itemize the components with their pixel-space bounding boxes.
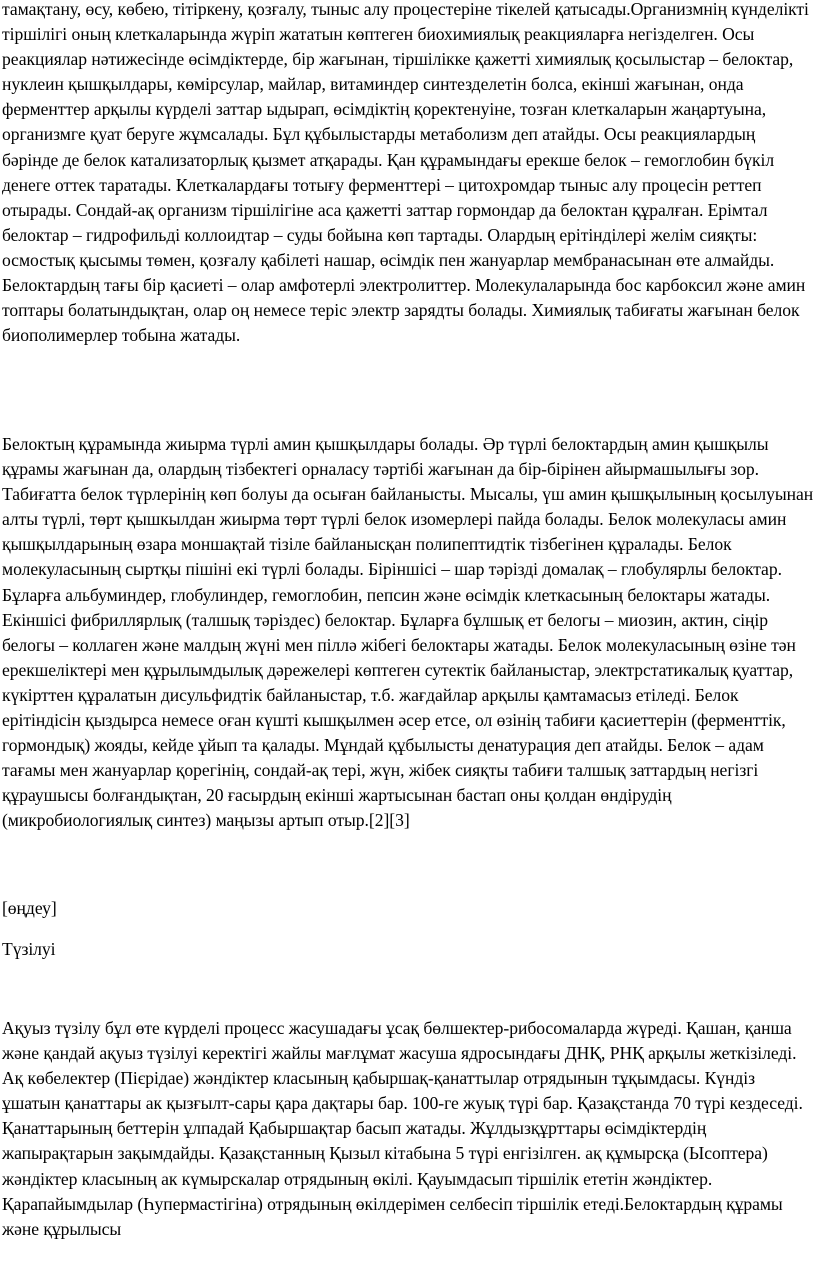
reference-2-link[interactable]: [2]	[368, 810, 390, 831]
paragraph-protein-synthesis: Ақуыз түзілу бұл өте күрделі процесс жасушадағы ұсақ бөлшектер-рибосомаларда жүреді. Қашан, қанша және қандай ақуыз түзілуі керектігі жайлы мағлұмат жасуша ядросындағы ДНҚ, РНҚ арқылы жеткізіледі. Ақ көбелектер (Пієрідае) жәндіктер класының қабыршақ-қанаттылар отрядынын тұқымдасы. Күндіз ұшатын қанаттары ак қызғылт-сары қара дақтары бар. 100-ге жуық түрі бар. Қазақстанда 70 түрі кездеседі. Қанаттарының беттерін ұлпадай Қабыршақтар басып жатады. Жұлдызқұрттары өсімдіктердің жапырақтарын зақымдайды. Қазақстанның Қызыл кітабына 5 түрі енгізілген. ақ құмырсқа (Ысоптера) жәндіктер класының ак күмырскалар отрядының өкілі. Қауымдасып тіршілік ететін жәндіктер. Қарапайымдылар (Һупермастігіна) отрядының өкілдерімен селбесіп тіршілік етеді.Белоктардың құрамы және құрылысы	[2, 1018, 803, 1239]
section-heading-structure: Түзілуі	[2, 939, 56, 959]
paragraph-amino-acids	[2, 432, 814, 834]
paragraph-amino-acids-text: Белоктың құрамында жиырма түрлі амин қышқылдары болады. Әр түрлі белоктардың амин қышқылы құрамы жағынан да, олардың тізбектегі орналасу тәртібі жағынан да бір-бірінен айырмашылығы зор. Табиғатта белок түрлерінің көп болуы да осыған байланысты. Мысалы, үш амин қышқылының қосылуынан алты түрлі, төрт қышкылдан жиырма төрт түрлі белок изомерлері пайда болады. Белок молекуласы амин қышқылдарының өзара моншақтай тізіле байланысқан полипептидтік тізбегінен құралады. Белок молекуласының сыртқы пішіні екі түрлі болады. Біріншісі – шар тәрізді домалақ – глобулярлы белоктар. Бұларға альбуминдер, глобулиндер, гемоглобин, пепсин және өсімдік клеткасының белоктары жатады. Екіншісі фибриллярлық (талшық тәріздес) белоктар. Бұларға бұлшық ет белогы – миозин, актин, сіңір белогы – коллаген және малдың жүні мен піллә жібегі белоктары жатады. Белок молекуласының өзіне тән ерекшеліктері мен құрылымдылық дәрежелері көптеген сутектік байланыстар, электрстатикалық қуаттар, күкірттен құралатын дисульфидтік байланыстар, т.б. жағдайлар арқылы қамтамасыз етіледі. Белок ерітіндісін қыздырса немесе оған күшті кышқылмен әсер етсе, ол өзінің табиғи қасиеттерін (ферменттік, гормондық) жояды, кейде ұйып та қалады. Мұндай құбылысты денатурация деп атайды. Белок – адам тағамы мен жануарлар қорегінің, сондай-ақ тері, жүн, жібек сияқты табиғи талшық заттардың негізгі құраушысы болғандықтан, 20 ғасырдың екінші жартысынан бастап оны қолдан өндірудің (микробиологиялық синтез) маңызы артып отыр.	[2, 434, 814, 831]
paragraph-metabolism: тамақтану, өсу, көбею, тітіркену, қозғалу, тыныс алу процестеріне тікелей қатысады.Организмнің күнделікті тіршілігі оның клеткаларында жүріп жататын көптеген биохимиялық реакцияларға негізделген. Осы реакциялар нәтижесінде өсімдіктерде, бір жағынан, тіршілікке қажетті химиялық қосылыстар – белоктар, нуклеин қышқылдары, көмірсулар, майлар, витаминдер синтезделетін болса, екінші жағынан, онда ферменттер арқылы күрделі заттар ыдырап, өсімдіктің қоректенуіне, тозған клеткаларын жаңартуына, организмге қуат беруге жұмсалады. Бұл құбылыстарды метаболизм деп атайды. Осы реакциялардың бәрінде де белок катализаторлық қызмет атқарады. Қан құрамындағы ерекше белок – гемоглобин бүкіл денеге оттек таратады. Клеткалардағы тотығу ферменттері – цитохромдар тыныс алу процесін реттеп отырады. Сондай-ақ организм тіршілігіне аса қажетті заттар гормондар да белоктан құралған. Ерімтал белоктар – гидрофильді коллоидтар – суды бойына көп тартады. Олардың ерітінділері желім сияқты: осмостық қысымы төмен, қозғалу қабілеті нашар, өсімдік пен жануарлар мембранасынан өте алмайды. Белоктардың тағы бір қасиеті – олар амфотерлі электролиттер. Молекулаларында бос карбоксил және амин топтары болатындықтан, олар оң немесе теріс электр зарядты болады. Химиялық табиғаты жағынан белок биополимерлер тобына жатады.	[2, 0, 809, 346]
edit-section-link[interactable]: [өңдеу]	[2, 898, 57, 918]
reference-3-link[interactable]: [3]	[389, 810, 410, 831]
